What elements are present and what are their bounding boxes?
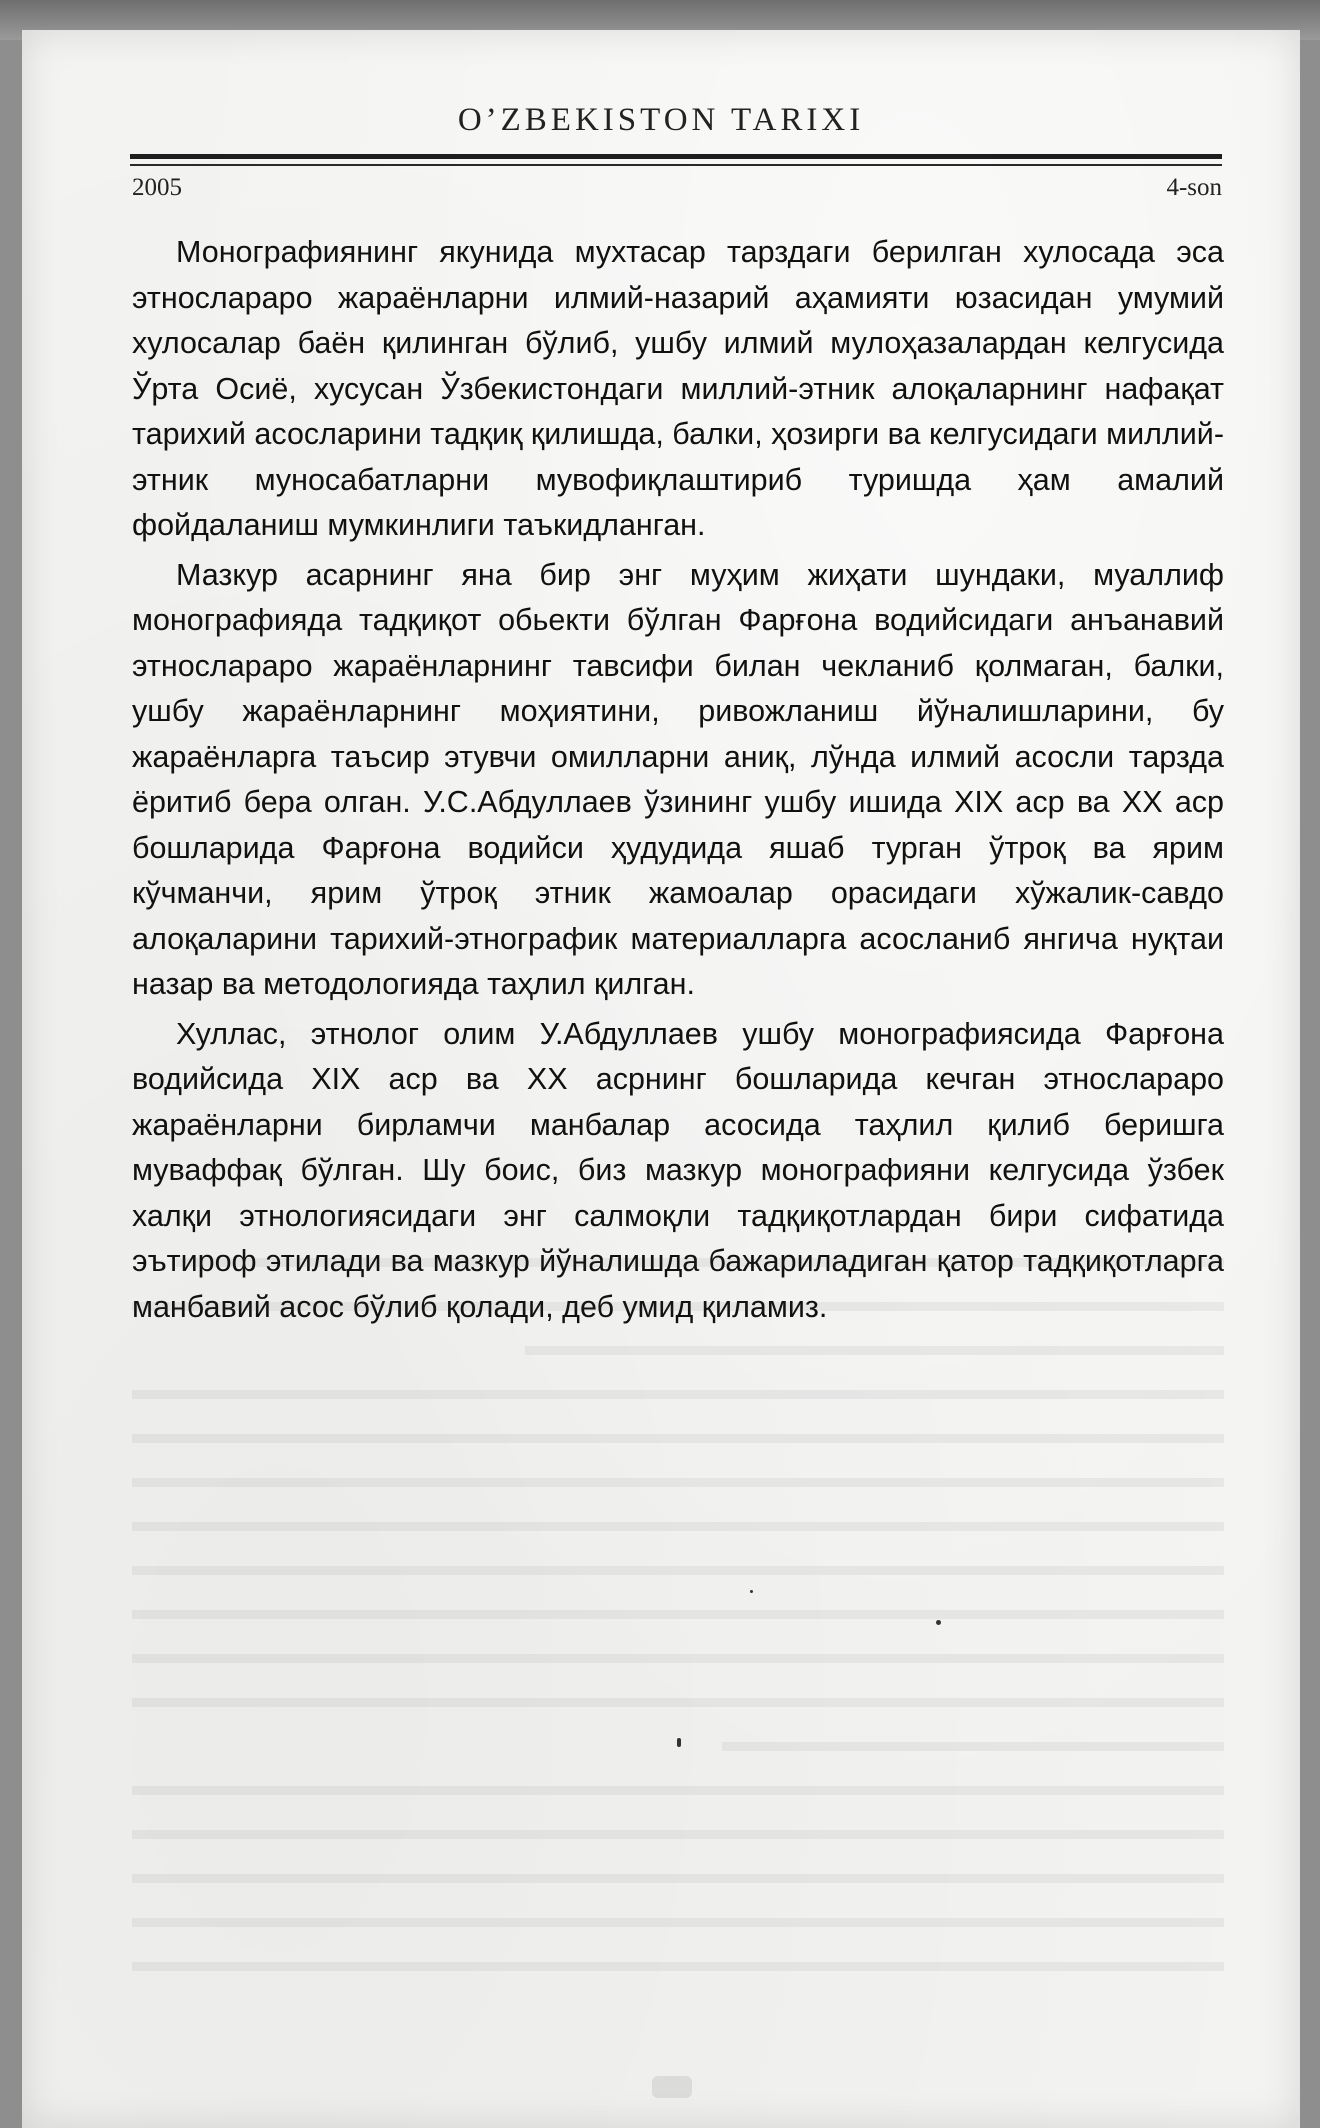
paragraph: Мазкур асарнинг яна бир энг муҳим жиҳати шундаки, муаллиф монографияда тадқиқот обьекти бўлган Фарғона водийсидаги анъанавий этнослараро жараёнларнинг тавсифи билан чекланиб қолмаган, балки, ушбу жараёнларнинг моҳиятини, ривожланиш йўналишларини, бу жараёнларга таъсир этувчи омилларни аниқ, лўнда илмий асосли тарзда ёритиб бера олган. У.С.Абдуллаев ўзининг ушбу ишида ХIХ аср ва ХХ аср бошларида Фарғона водийси ҳудудида яшаб турган ўтроқ ва ярим кўчманчи, ярим ўтроқ этник жамоалар орасидаги хўжалик-савдо алоқаларини тарихий-этнографик материалларга асосланиб янгича нуқтаи назар ва методологияда таҳлил қилган. — [132, 557, 1224, 1001]
header-rule-thin — [130, 164, 1222, 166]
bleed-line — [132, 1841, 1224, 1883]
journal-title: O’ZBEKISTON TARIXI — [457, 102, 865, 138]
bleed-line — [722, 1709, 1224, 1751]
article-body — [132, 230, 1224, 1334]
book-page — [22, 30, 1300, 2128]
bleed-line — [132, 1445, 1224, 1487]
issue-year: 2005 — [132, 174, 182, 201]
bleed-line — [132, 1533, 1224, 1575]
bleed-line — [525, 1313, 1224, 1355]
bleed-line — [132, 1753, 1224, 1795]
header-rule-thick — [130, 154, 1222, 159]
dust-speck — [677, 1738, 681, 1747]
bleed-line — [132, 1929, 1224, 1971]
bleed-line — [132, 1401, 1224, 1443]
bleed-line — [132, 1269, 1224, 1311]
issue-number: 4-son — [1166, 174, 1222, 201]
bleed-line — [132, 1621, 1224, 1663]
bleed-line — [132, 1577, 1224, 1619]
paragraph: Хуллас, этнолог олим У.Абдуллаев ушбу монографиясида Фарғона водийсида ХIХ аср ва ХХ асрнинг бошларида кечган этнослараро жараёнларни бирламчи манбалар асосида таҳлил қилиб беришга муваффақ бўлган. Шу боис, биз мазкур монографияни келгусида ўзбек халқи этнологиясидаги энг салмоқли тадқиқотлардан бири сифатида эътироф этилади ва мазкур йўналишда бажариладиган қатор тадқиқотларга манбавий асос бўлиб қолади, деб умид қиламиз. — [132, 1016, 1224, 1324]
bleed-line — [132, 1885, 1224, 1927]
bleed-line — [132, 1357, 1224, 1399]
dust-speck — [750, 1590, 753, 1593]
bleed-line — [132, 1489, 1224, 1531]
bleed-page-number — [652, 2076, 692, 2098]
reverse-side-bleed-through — [132, 1225, 1224, 1973]
bleed-line — [176, 1225, 1224, 1267]
bleed-line — [132, 1797, 1224, 1839]
bleed-line — [132, 1665, 1224, 1707]
paragraph: Монографиянинг якунида мухтасар тарздаги берилган хулосада эса этнослараро жараёнларни илмий-назарий аҳамияти юзасидан умумий хулосалар баён қилинган бўлиб, ушбу илмий мулоҳазалардан келгусида Ўрта Осиё, хусусан Ўзбекистондаги миллий-этник алоқаларнинг нафақат тарихий асосларини тадқиқ қилишда, балки, ҳозирги ва келгусидаги миллий-этник муносабатларни мувофиқлаштириб туришда ҳам амалий фойдаланиш мумкинлиги таъкидланган. — [132, 235, 1224, 542]
dust-speck — [936, 1620, 941, 1625]
